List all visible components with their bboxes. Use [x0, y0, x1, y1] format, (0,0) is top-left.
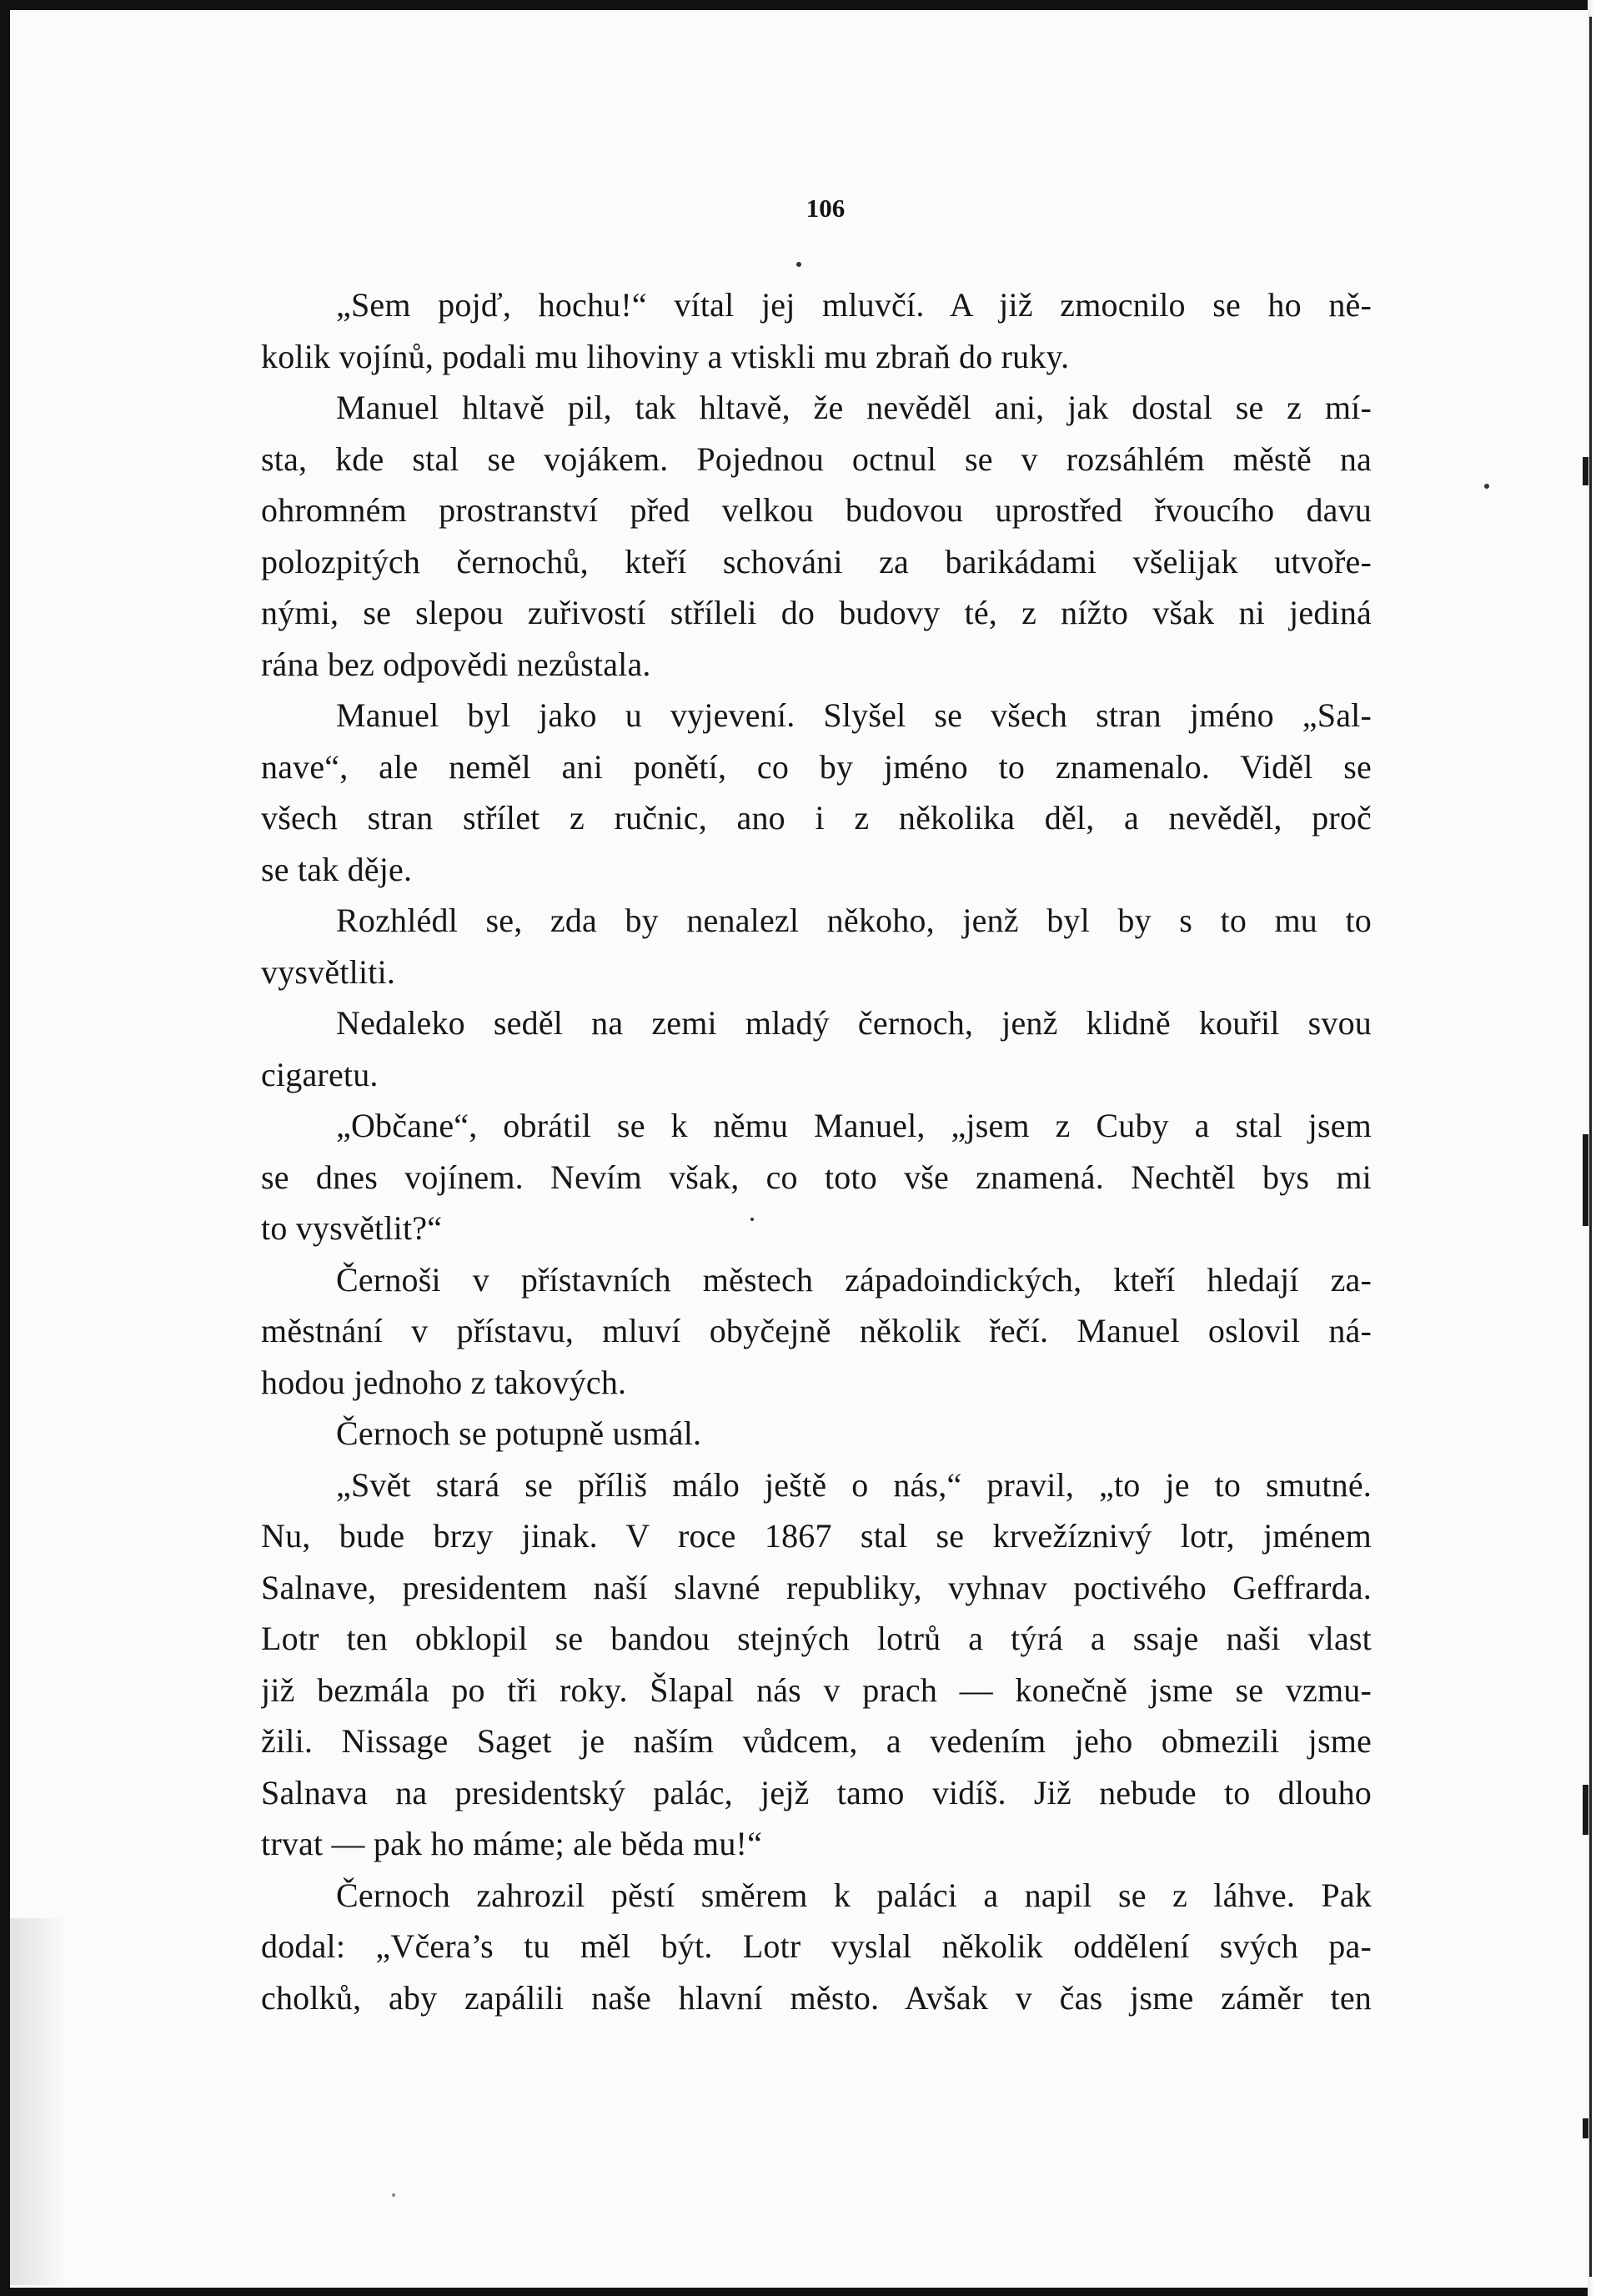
text-line: Manuel byl jako u vyjevení. Slyšel se všech stran jméno „Sal-	[336, 696, 1372, 734]
text-line: žili. Nissage Saget je naším vůdcem, a vedením jeho obmezili jsme	[261, 1722, 1372, 1760]
text-line: Černoši v přístavních městech západoindických, kteří hledají za-	[336, 1260, 1372, 1299]
text-line: nými, se slepou zuřivostí stříleli do budovy té, z nížto však ni jediná	[261, 594, 1372, 631]
text-line: nave“, ale neměl ani ponětí, co by jméno to znamenalo. Viděl se	[261, 747, 1372, 786]
text-line: všech stran střílet z ručnic, ano i z několika děl, a nevěděl, proč	[261, 799, 1372, 837]
binding-mark	[1583, 1134, 1588, 1226]
text-line: městnání v přístavu, mluví obyčejně několik řečí. Manuel oslovil ná-	[261, 1312, 1372, 1349]
text-line: „Sem pojď, hochu!“ vítal jej mluvčí. A již zmocnilo se ho ně-	[336, 286, 1372, 324]
ink-speck	[1484, 484, 1489, 489]
text-line: již bezmála po tři roky. Šlapal nás v prach — konečně jsme se vzmu-	[261, 1671, 1372, 1709]
text-line: Rozhlédl se, zda by nenalezl někoho, jenž byl by s to mu to	[336, 902, 1372, 939]
text-line: cholků, aby zapálili naše hlavní město. Avšak v čas jsme záměr ten	[261, 1978, 1372, 2017]
text-line: se dnes vojínem. Nevím však, co toto vše znamená. Nechtěl bys mi	[261, 1158, 1372, 1196]
text-line: trvat — pak ho máme; ale běda mu!“	[261, 1825, 763, 1862]
binding-mark	[1583, 457, 1588, 485]
text-line: Salnava na presidentský palác, jejž tamo vidíš. Již nebude to dlouho	[261, 1773, 1372, 1811]
text-line: to vysvětlit?“	[261, 1209, 443, 1247]
text-line: „Svět stará se příliš málo ještě o nás,“ pravil, „to je to smutné.	[336, 1465, 1372, 1504]
text-line: Salnave, presidentem naší slavné republiky, vyhnav poctivého Geffrarda.	[261, 1568, 1372, 1606]
binding-mark	[1583, 2118, 1588, 2138]
text-line: polozpitých černochů, kteří schováni za barikádami všelijak utvoře-	[261, 542, 1372, 580]
text-line: cigaretu.	[261, 1055, 379, 1093]
text-line: Lotr ten obklopil se bandou stejných lotrů a týrá a ssaje naši vlast	[261, 1620, 1372, 1657]
text-line: kolik vojínů, podali mu lihoviny a vtiskli mu zbraň do ruky.	[261, 337, 1070, 375]
ink-speck	[796, 262, 801, 267]
ink-speck	[392, 2193, 395, 2197]
page-number: 106	[805, 193, 846, 223]
text-line: sta, kde stal se vojákem. Pojednou octnul se v rozsáhlém městě na	[261, 440, 1372, 478]
text-line: ohromném prostranství před velkou budovou uprostřed řvoucího davu	[261, 491, 1372, 529]
text-line: „Občane“, obrátil se k němu Manuel, „jsem z Cuby a stal jsem	[336, 1107, 1372, 1144]
page-shadow	[10, 1918, 68, 2285]
text-line: Černoch zahrozil pěstí směrem k paláci a napil se z láhve. Pak	[336, 1876, 1372, 1914]
text-line: Nu, bude brzy jinak. V roce 1867 stal se krvežíznivý lotr, jménem	[261, 1517, 1372, 1555]
body-text	[261, 279, 1372, 2023]
text-line: rána bez odpovědi nezůstala.	[261, 645, 651, 683]
binding-mark	[1583, 1785, 1588, 1835]
text-line: Manuel hltavě pil, tak hltavě, že nevěděl ani, jak dostal se z mí-	[336, 389, 1372, 426]
text-line: hodou jednoho z takových.	[261, 1363, 627, 1401]
text-line: dodal: „Včera’s tu měl být. Lotr vyslal několik oddělení svých pa-	[261, 1927, 1372, 1965]
text-line: Černoch se potupně usmál.	[336, 1414, 702, 1452]
text-line: se tak děje.	[261, 850, 413, 888]
binding-rule	[1589, 17, 1592, 2277]
text-line: vysvětliti.	[261, 952, 396, 991]
text-line: Nedaleko seděl na zemi mladý černoch, jenž klidně kouřil svou	[336, 1004, 1372, 1042]
page-right-edge	[1588, 0, 1616, 2296]
